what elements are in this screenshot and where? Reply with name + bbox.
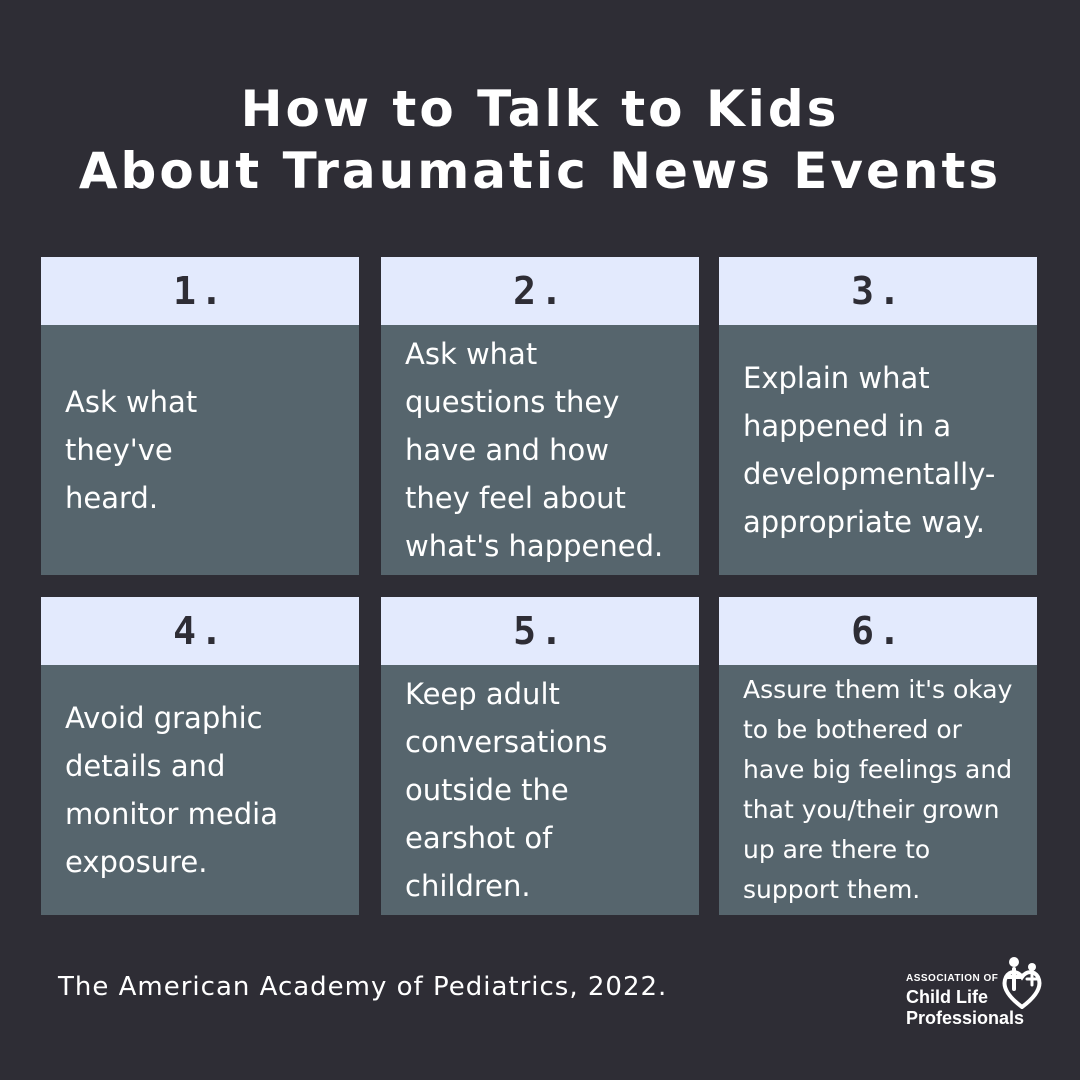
source-citation: The American Academy of Pediatrics, 2022. (58, 972, 668, 1002)
title-line-2: About Traumatic News Events (78, 142, 1002, 200)
logo-association-text: ASSOCIATION OF (906, 973, 999, 984)
tip-card-1 (41, 257, 359, 575)
family-heart-icon (1000, 955, 1044, 1009)
tip-text: Explain what happened in a developmentally-appropriate way. (719, 325, 1037, 575)
tip-number: 3. (719, 257, 1037, 325)
tip-card-2 (381, 257, 699, 575)
tip-text: Ask what they've heard. (41, 325, 359, 575)
tip-card-5 (381, 597, 699, 915)
page-title (0, 78, 1080, 202)
tip-number: 2. (381, 257, 699, 325)
tip-text: Keep adult conversations outside the earshot of children. (381, 665, 699, 915)
tip-text: Avoid graphic details and monitor media exposure. (41, 665, 359, 915)
tip-card-4 (41, 597, 359, 915)
tip-number: 1. (41, 257, 359, 325)
tip-text: Ask what questions they have and how they feel about what's happened. (381, 325, 699, 575)
tip-text: Assure them it's okay to be bothered or have big feelings and that you/their grown up are there to support them. (719, 665, 1037, 915)
logo-professionals-text: Professionals (906, 1008, 1025, 1028)
logo-child-life-text: Child Life (906, 987, 988, 1007)
acclp-logo (904, 955, 1054, 1035)
tip-card-6 (719, 597, 1037, 915)
tip-number: 4. (41, 597, 359, 665)
tip-number: 6. (719, 597, 1037, 665)
title-line-1: How to Talk to Kids (240, 80, 840, 138)
tip-number: 5. (381, 597, 699, 665)
tip-card-3 (719, 257, 1037, 575)
